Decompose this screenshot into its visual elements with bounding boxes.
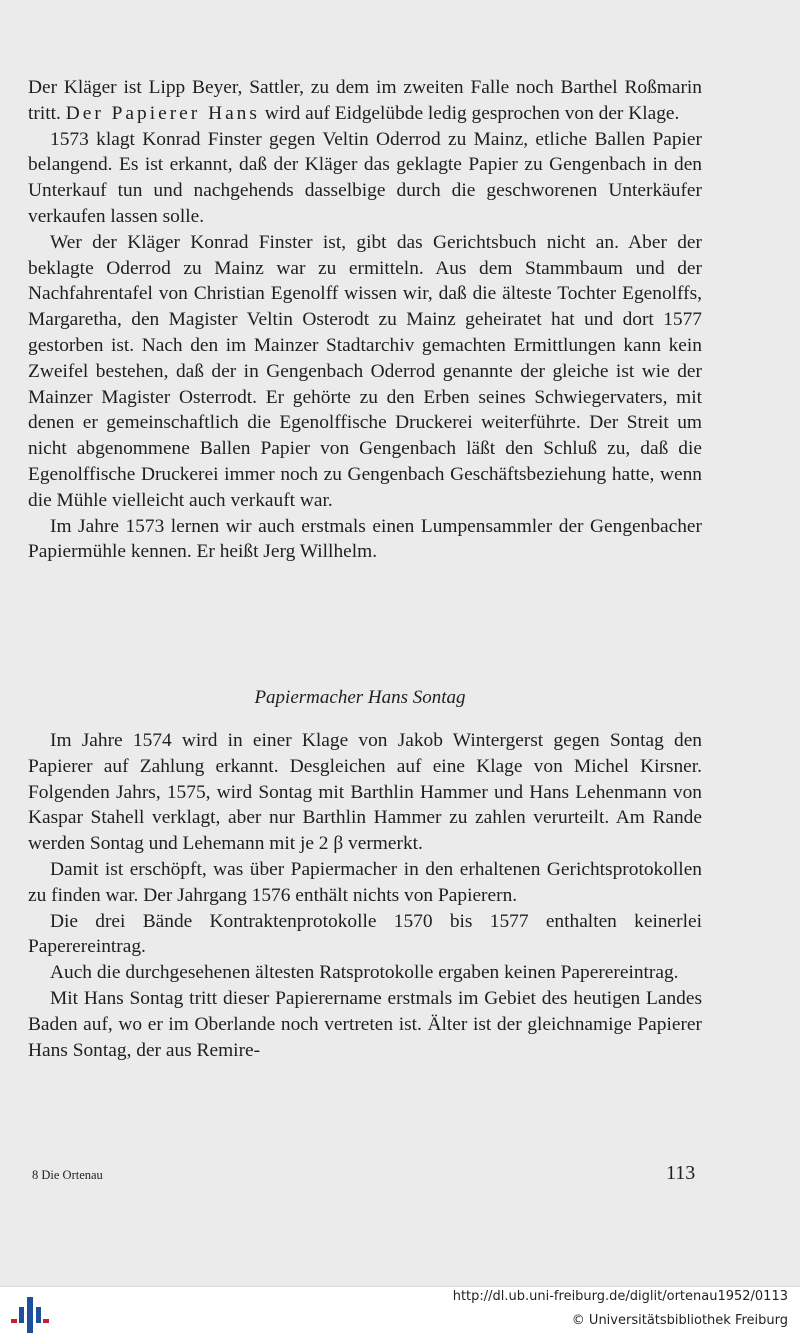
paragraph-8: Auch die durchgesehenen ältesten Ratsprotokolle ergaben keinen Paperereintrag. [50,962,679,984]
paragraph-7: Die drei Bände Kontraktenprotokolle 1570 bis 1577 enthalten keinerlei Paperereintrag. [28,910,702,958]
paragraph-5: Im Jahre 1574 wird in einer Klage von Jakob Wintergerst gegen Sontag den Papierer auf Zahlung erkannt. Desgleichen auf eine Klage von Michel Kirsner. Folgenden Jahrs, 1575, wird Sontag mit Barthlin Hammer und Hans Lehenmann von Kaspar Stahell verklagt, aber nur Barthlin Hammer zu zahlen verurteilt. Am Rande werden Sontag und Lehemann mit je 2 β vermerkt. [28,730,702,855]
body-text-upper [28,75,702,565]
paragraph-3: Wer der Kläger Konrad Finster ist, gibt das Gerichtsbuch nicht an. Aber der beklagte Oderrod zu Mainz war zu ermitteln. Aus dem Stammbaum und der Nachfahrentafel von Christian Egenolff wissen wir, daß die älteste Tochter Egenolffs, Margaretha, den Magister Veltin Osterodt zu Mainz geheiratet hat und dort 1577 gestorben ist. Nach den im Mainzer Stadtarchiv gemachten Ermittlungen kann kein Zweifel bestehen, daß der in Gengenbach Oderrod genannte der gleiche ist wie der Mainzer Magister Osterrodt. Er gehörte zu den Erben seines Schwiegervaters, mit denen er gemeinschaftlich die Egenolffische Druckerei weiterführte. Der Streit um nicht abgenommene Ballen Papier von Gengenbach läßt den Schluß zu, daß die Egenolffische Druckerei immer noch zu Gengenbach Geschäftsbeziehung hatte, wenn die Mühle vielleicht auch verkauft war. [28,231,702,511]
paragraph-6: Damit ist erschöpft, was über Papiermacher in den erhaltenen Gerichtsprotokollen zu finden war. Der Jahrgang 1576 enthält nichts von Papierern. [28,858,702,906]
copyright-text: © Universitätsbibliothek Freiburg [571,1313,788,1328]
page-number: 113 [666,1162,696,1184]
paragraph-9: Mit Hans Sontag tritt dieser Papierername erstmals im Gebiet des heutigen Landes Baden auf, wo er im Oberlande noch vertreten ist. Älter ist der gleichnamige Papierer Hans Sontag, der aus Remire- [28,987,702,1061]
spaced-phrase: Der Papierer Hans [65,102,260,124]
section-heading: Papiermacher Hans Sontag [254,687,466,708]
paragraph-1: Der Kläger ist Lipp Beyer, Sattler, zu dem im zweiten Falle noch Barthel Roßmarin tritt. Der Papierer Hans wird auf Eidgelübde ledig gesprochen von der Klage. [28,77,702,124]
library-logo-icon [10,1295,50,1335]
paragraph-4: Im Jahre 1573 lernen wir auch erstmals einen Lumpensammler der Gengenbacher Papiermühle kennen. Er heißt Jerg Willhelm. [28,515,702,563]
body-text-lower [28,728,702,1063]
viewer-footer [0,1286,800,1337]
signature-mark: 8 Die Ortenau [32,1168,103,1182]
permalink-link[interactable]: http://dl.ub.uni-freiburg.de/diglit/ortenau1952/0113 [452,1289,788,1304]
paragraph-2: 1573 klagt Konrad Finster gegen Veltin Oderrod zu Mainz, etliche Ballen Papier belangend. Es ist erkannt, daß der Kläger das geklagte Papier zu Gengenbach in den Unterkauf tun und nachgehends dasselbige durch die geschworenen Unterkäufer verkaufen lassen solle. [28,128,702,227]
